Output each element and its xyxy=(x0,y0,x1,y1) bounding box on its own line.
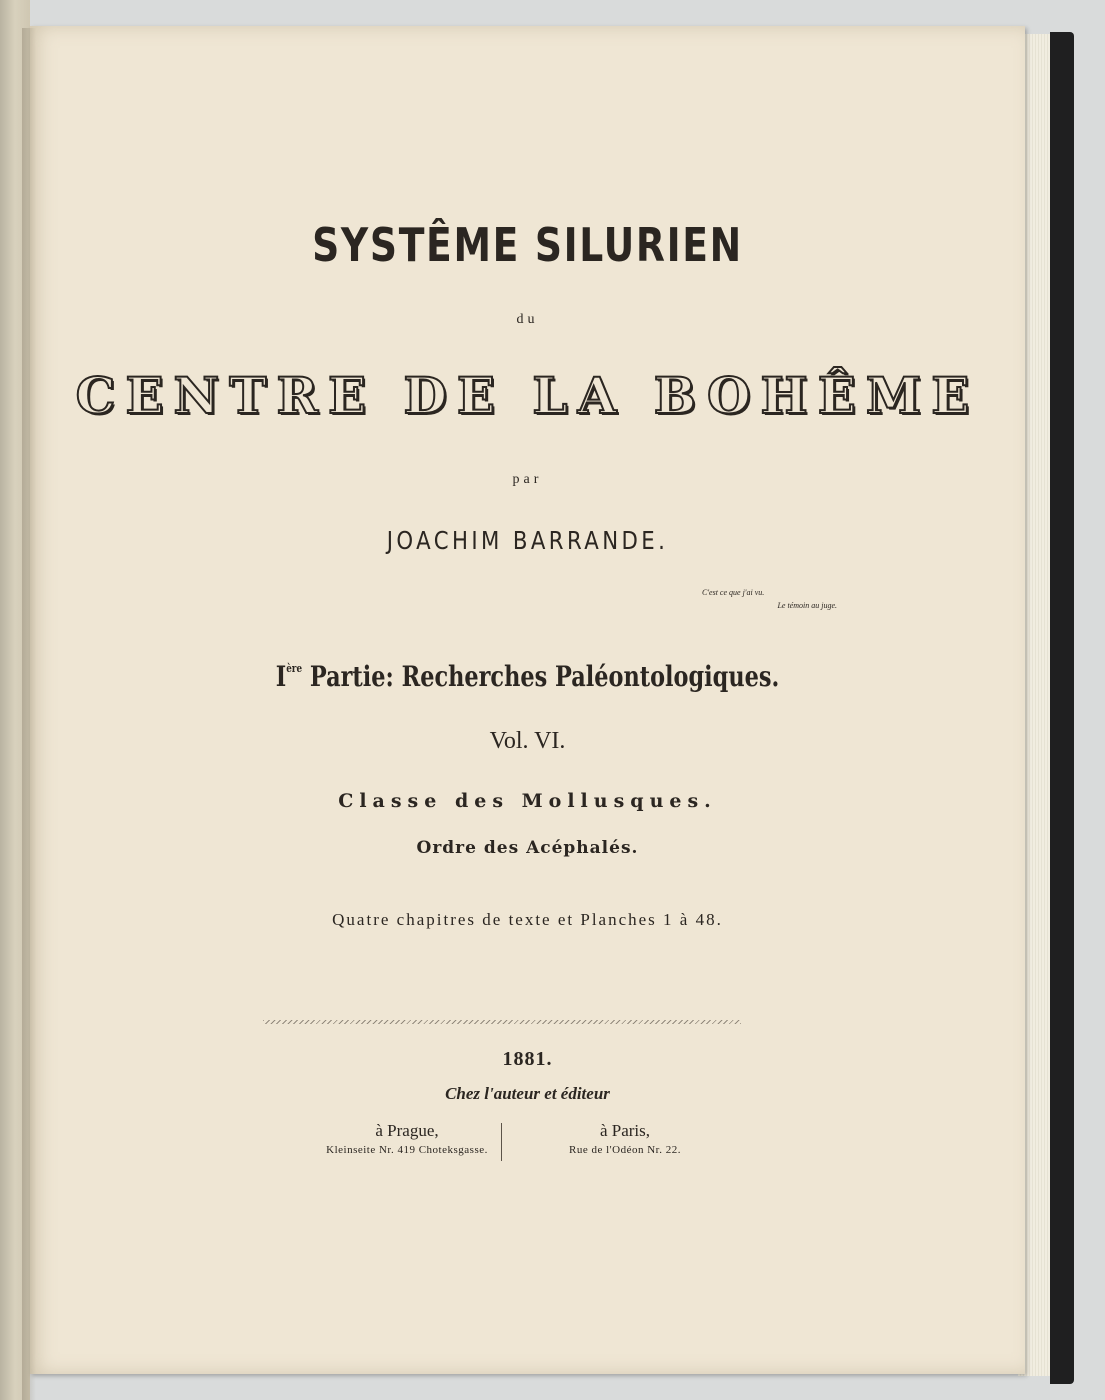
book-back-cover xyxy=(1050,32,1074,1384)
ornamental-divider xyxy=(263,1020,741,1024)
location-separator xyxy=(501,1123,502,1161)
page-gutter-shadow xyxy=(22,28,36,1400)
address-prague: Kleinseite Nr. 419 Choteksgasse. xyxy=(326,1144,488,1156)
book-subtitle: CENTRE DE LA BOHÊME xyxy=(75,366,980,425)
city-paris: à Paris, xyxy=(599,1121,651,1140)
publisher-line: Chez l'auteur et éditeur xyxy=(445,1084,610,1103)
epigraph xyxy=(702,586,837,612)
book-title: SYSTÊME SILURIEN xyxy=(312,218,743,272)
address-paris: Rue de l'Odéon Nr. 22. xyxy=(569,1144,681,1156)
part-heading xyxy=(130,660,926,693)
classe-heading: Classe des Mollusques. xyxy=(338,790,717,812)
contents-line: Quatre chapitres de texte et Planches 1 à 48. xyxy=(332,910,723,929)
volume-number: Vol. VI. xyxy=(489,728,566,754)
title-page xyxy=(30,26,1025,1374)
part-numeral: I xyxy=(275,660,287,693)
ordre-heading: Ordre des Acéphalés. xyxy=(416,838,639,858)
city-prague: à Prague, xyxy=(375,1121,439,1140)
part-suffix: ère xyxy=(286,662,303,675)
part-text: Partie: Recherches Paléontologiques. xyxy=(302,660,780,693)
publication-year: 1881. xyxy=(502,1048,553,1070)
du-text: du xyxy=(516,312,539,327)
author-name: JOACHIM BARRANDE. xyxy=(386,526,669,555)
location-prague xyxy=(297,1120,517,1158)
epigraph-line-1: C'est ce que j'ai vu. xyxy=(702,588,765,597)
location-paris xyxy=(515,1120,735,1158)
epigraph-line-2: Le témoin au juge. xyxy=(777,601,837,610)
par-text: par xyxy=(512,472,543,487)
